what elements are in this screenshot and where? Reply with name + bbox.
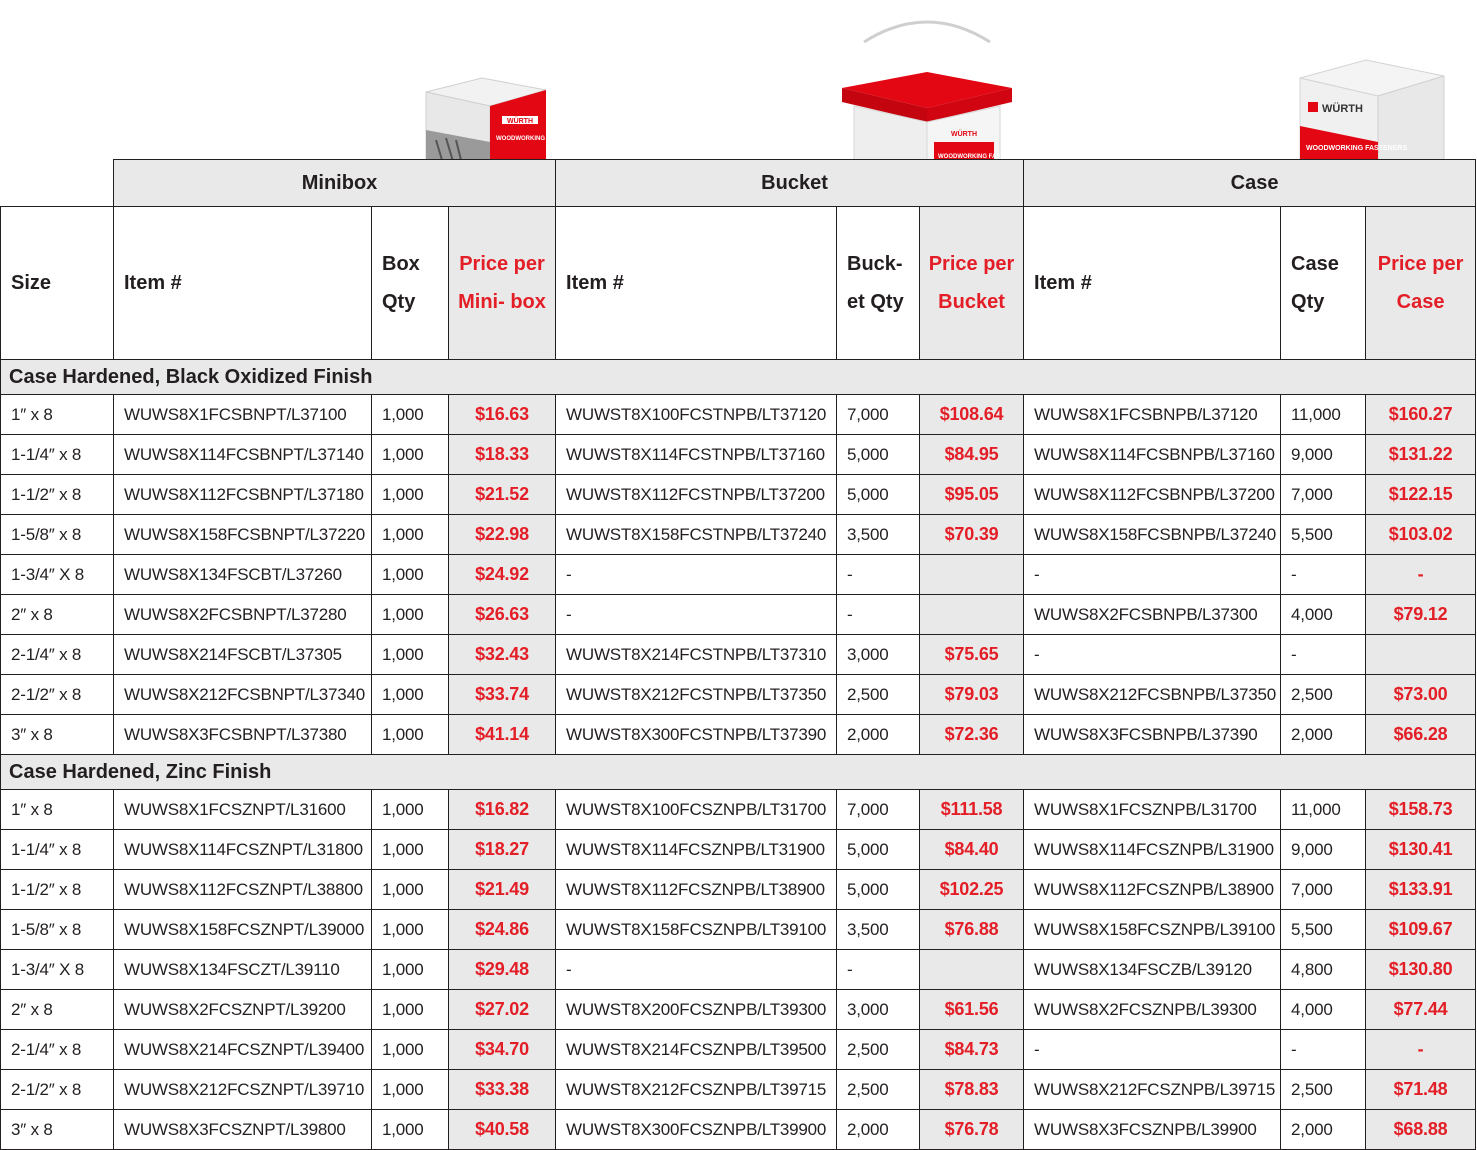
table-row xyxy=(1,635,1476,675)
minibox-label: WOODWORKING FASTENERS xyxy=(496,136,583,142)
cell-minibox-item: WUWS8X212FCSBNPT/L37340 xyxy=(114,675,372,715)
price-table xyxy=(0,159,1476,1150)
case-label: WOODWORKING FASTENERS xyxy=(1306,145,1408,152)
column-header-row xyxy=(1,207,1476,360)
table-row xyxy=(1,555,1476,595)
cell-price-minibox: $27.02 xyxy=(449,990,556,1030)
section-title: Case Hardened, Zinc Finish xyxy=(1,755,1476,790)
cell-price-case: $130.80 xyxy=(1366,950,1476,990)
cell-case-item: WUWS8X1FCSBNPB/L37120 xyxy=(1024,395,1281,435)
cell-price-minibox: $22.98 xyxy=(449,515,556,555)
cell-bucket-qty: 3,000 xyxy=(837,990,920,1030)
cell-bucket-qty: 2,000 xyxy=(837,715,920,755)
cell-size: 1-1/2″ x 8 xyxy=(1,475,114,515)
header-bucket-item: Item # xyxy=(556,207,837,360)
cell-minibox-item: WUWS8X3FCSBNPT/L37380 xyxy=(114,715,372,755)
cell-minibox-item: WUWS8X114FCSZNPT/L31800 xyxy=(114,830,372,870)
bucket-label: WOODWORKING FASTENERS xyxy=(938,154,1025,160)
cell-case-item: - xyxy=(1024,555,1281,595)
cell-price-case: - xyxy=(1366,1030,1476,1070)
cell-case-qty: 4,000 xyxy=(1281,990,1366,1030)
cell-bucket-qty: 3,000 xyxy=(837,635,920,675)
cell-price-case: $158.73 xyxy=(1366,790,1476,830)
cell-case-item: - xyxy=(1024,1030,1281,1070)
cell-price-bucket: $70.39 xyxy=(920,515,1024,555)
cell-minibox-item: WUWS8X2FCSBNPT/L37280 xyxy=(114,595,372,635)
cell-box-qty: 1,000 xyxy=(372,1070,449,1110)
cell-price-minibox: $32.43 xyxy=(449,635,556,675)
group-header-minibox: Minibox xyxy=(114,160,556,207)
cell-box-qty: 1,000 xyxy=(372,555,449,595)
cell-price-case: $160.27 xyxy=(1366,395,1476,435)
cell-size: 3″ x 8 xyxy=(1,1110,114,1150)
cell-price-minibox: $24.92 xyxy=(449,555,556,595)
header-price-case: Price per Case xyxy=(1366,207,1476,360)
cell-price-bucket xyxy=(920,950,1024,990)
cell-bucket-qty: 5,000 xyxy=(837,475,920,515)
cell-size: 3″ x 8 xyxy=(1,715,114,755)
cell-box-qty: 1,000 xyxy=(372,830,449,870)
table-row xyxy=(1,870,1476,910)
cell-price-minibox: $21.49 xyxy=(449,870,556,910)
table-row xyxy=(1,830,1476,870)
cell-case-item: WUWS8X212FCSBNPB/L37350 xyxy=(1024,675,1281,715)
cell-price-bucket xyxy=(920,595,1024,635)
group-header-blank xyxy=(1,160,114,207)
cell-price-minibox: $34.70 xyxy=(449,1030,556,1070)
cell-price-case: $79.12 xyxy=(1366,595,1476,635)
cell-price-case: $130.41 xyxy=(1366,830,1476,870)
cell-case-qty: 2,500 xyxy=(1281,675,1366,715)
cell-minibox-item: WUWS8X1FCSBNPT/L37100 xyxy=(114,395,372,435)
cell-box-qty: 1,000 xyxy=(372,1110,449,1150)
cell-price-bucket: $76.78 xyxy=(920,1110,1024,1150)
cell-price-minibox: $16.63 xyxy=(449,395,556,435)
cell-bucket-item: WUWST8X212FCSZNPB/LT39715 xyxy=(556,1070,837,1110)
cell-size: 1-5/8″ x 8 xyxy=(1,910,114,950)
cell-bucket-qty: - xyxy=(837,595,920,635)
cell-case-item: WUWS8X212FCSZNPB/L39715 xyxy=(1024,1070,1281,1110)
cell-bucket-item: - xyxy=(556,595,837,635)
cell-bucket-item: WUWST8X214FCSTNPB/LT37310 xyxy=(556,635,837,675)
cell-bucket-qty: 3,500 xyxy=(837,515,920,555)
cell-case-qty: 4,000 xyxy=(1281,595,1366,635)
table-row xyxy=(1,910,1476,950)
cell-size: 2-1/2″ x 8 xyxy=(1,1070,114,1110)
cell-size: 2-1/4″ x 8 xyxy=(1,635,114,675)
cell-price-minibox: $40.58 xyxy=(449,1110,556,1150)
section-title: Case Hardened, Black Oxidized Finish xyxy=(1,360,1476,395)
cell-price-minibox: $16.82 xyxy=(449,790,556,830)
table-row xyxy=(1,1030,1476,1070)
cell-price-bucket: $84.73 xyxy=(920,1030,1024,1070)
cell-case-qty: 2,500 xyxy=(1281,1070,1366,1110)
table-row xyxy=(1,1070,1476,1110)
cell-bucket-item: WUWST8X300FCSTNPB/LT37390 xyxy=(556,715,837,755)
table-row xyxy=(1,990,1476,1030)
table-row xyxy=(1,950,1476,990)
table-row xyxy=(1,395,1476,435)
header-price-minibox: Price per Mini- box xyxy=(449,207,556,360)
header-case-item: Item # xyxy=(1024,207,1281,360)
cell-size: 1-5/8″ x 8 xyxy=(1,515,114,555)
cell-bucket-item: WUWST8X114FCSTNPB/LT37160 xyxy=(556,435,837,475)
cell-case-qty: 11,000 xyxy=(1281,790,1366,830)
table-row xyxy=(1,675,1476,715)
cell-case-item: WUWS8X112FCSZNPB/L38900 xyxy=(1024,870,1281,910)
cell-price-bucket: $84.40 xyxy=(920,830,1024,870)
cell-case-item: - xyxy=(1024,635,1281,675)
cell-price-case: $73.00 xyxy=(1366,675,1476,715)
cell-bucket-item: WUWST8X112FCSZNPB/LT38900 xyxy=(556,870,837,910)
cell-price-minibox: $18.33 xyxy=(449,435,556,475)
group-header-case: Case xyxy=(1024,160,1476,207)
cell-price-case xyxy=(1366,635,1476,675)
cell-minibox-item: WUWS8X134FSCZT/L39110 xyxy=(114,950,372,990)
cell-bucket-item: WUWST8X112FCSTNPB/LT37200 xyxy=(556,475,837,515)
cell-size: 2″ x 8 xyxy=(1,990,114,1030)
cell-box-qty: 1,000 xyxy=(372,990,449,1030)
cell-minibox-item: WUWS8X134FSCBT/L37260 xyxy=(114,555,372,595)
cell-minibox-item: WUWS8X214FSCBT/L37305 xyxy=(114,635,372,675)
cell-box-qty: 1,000 xyxy=(372,395,449,435)
cell-bucket-item: WUWST8X214FCSZNPB/LT39500 xyxy=(556,1030,837,1070)
cell-bucket-item: WUWST8X100FCSZNPB/LT31700 xyxy=(556,790,837,830)
cell-minibox-item: WUWS8X3FCSZNPT/L39800 xyxy=(114,1110,372,1150)
cell-size: 2″ x 8 xyxy=(1,595,114,635)
table-row xyxy=(1,475,1476,515)
cell-bucket-item: WUWST8X300FCSZNPB/LT39900 xyxy=(556,1110,837,1150)
cell-price-minibox: $41.14 xyxy=(449,715,556,755)
section-header-row xyxy=(1,360,1476,395)
cell-case-qty: - xyxy=(1281,635,1366,675)
cell-price-minibox: $24.86 xyxy=(449,910,556,950)
cell-price-case: $103.02 xyxy=(1366,515,1476,555)
cell-price-case: - xyxy=(1366,555,1476,595)
cell-case-qty: 9,000 xyxy=(1281,435,1366,475)
cell-bucket-item: WUWST8X100FCSTNPB/LT37120 xyxy=(556,395,837,435)
cell-price-bucket: $79.03 xyxy=(920,675,1024,715)
cell-case-item: WUWS8X114FCSBNPB/L37160 xyxy=(1024,435,1281,475)
cell-price-minibox: $29.48 xyxy=(449,950,556,990)
cell-price-minibox: $33.38 xyxy=(449,1070,556,1110)
cell-case-qty: 5,500 xyxy=(1281,910,1366,950)
cell-price-minibox: $26.63 xyxy=(449,595,556,635)
cell-price-bucket: $72.36 xyxy=(920,715,1024,755)
cell-bucket-item: WUWST8X212FCSTNPB/LT37350 xyxy=(556,675,837,715)
table-row xyxy=(1,595,1476,635)
group-header-row xyxy=(1,160,1476,207)
cell-minibox-item: WUWS8X158FCSBNPT/L37220 xyxy=(114,515,372,555)
cell-case-item: WUWS8X1FCSZNPB/L31700 xyxy=(1024,790,1281,830)
table-row xyxy=(1,715,1476,755)
cell-case-item: WUWS8X2FCSBNPB/L37300 xyxy=(1024,595,1281,635)
cell-bucket-qty: 2,000 xyxy=(837,1110,920,1150)
cell-bucket-qty: 7,000 xyxy=(837,790,920,830)
cell-price-bucket: $61.56 xyxy=(920,990,1024,1030)
cell-price-case: $133.91 xyxy=(1366,870,1476,910)
bucket-brand-logo: WÜRTH xyxy=(950,131,978,138)
cell-price-bucket: $102.25 xyxy=(920,870,1024,910)
cell-case-item: WUWS8X134FSCZB/L39120 xyxy=(1024,950,1281,990)
cell-case-qty: 9,000 xyxy=(1281,830,1366,870)
cell-price-minibox: $21.52 xyxy=(449,475,556,515)
section-header-row xyxy=(1,755,1476,790)
cell-size: 1″ x 8 xyxy=(1,790,114,830)
table-row xyxy=(1,515,1476,555)
cell-size: 2-1/2″ x 8 xyxy=(1,675,114,715)
cell-bucket-item: - xyxy=(556,555,837,595)
header-price-bucket: Price per Bucket xyxy=(920,207,1024,360)
cell-case-item: WUWS8X158FCSBNPB/L37240 xyxy=(1024,515,1281,555)
cell-price-case: $71.48 xyxy=(1366,1070,1476,1110)
cell-box-qty: 1,000 xyxy=(372,950,449,990)
cell-bucket-qty: 3,500 xyxy=(837,910,920,950)
cell-price-bucket: $84.95 xyxy=(920,435,1024,475)
cell-price-bucket: $111.58 xyxy=(920,790,1024,830)
cell-case-qty: 7,000 xyxy=(1281,475,1366,515)
cell-price-minibox: $18.27 xyxy=(449,830,556,870)
cell-minibox-item: WUWS8X212FCSZNPT/L39710 xyxy=(114,1070,372,1110)
cell-price-bucket: $95.05 xyxy=(920,475,1024,515)
cell-bucket-item: WUWST8X158FCSTNPB/LT37240 xyxy=(556,515,837,555)
cell-price-case: $68.88 xyxy=(1366,1110,1476,1150)
cell-bucket-qty: 7,000 xyxy=(837,395,920,435)
table-row xyxy=(1,1110,1476,1150)
cell-case-item: WUWS8X112FCSBNPB/L37200 xyxy=(1024,475,1281,515)
header-size: Size xyxy=(1,207,114,360)
cell-case-qty: 11,000 xyxy=(1281,395,1366,435)
cell-case-qty: - xyxy=(1281,555,1366,595)
minibox-brand-logo: WÜRTH xyxy=(506,118,534,125)
cell-case-item: WUWS8X114FCSZNPB/L31900 xyxy=(1024,830,1281,870)
cell-bucket-qty: - xyxy=(837,950,920,990)
cell-price-case: $122.15 xyxy=(1366,475,1476,515)
cell-size: 1-1/4″ x 8 xyxy=(1,435,114,475)
cell-bucket-qty: - xyxy=(837,555,920,595)
cell-price-case: $77.44 xyxy=(1366,990,1476,1030)
cell-box-qty: 1,000 xyxy=(372,1030,449,1070)
cell-box-qty: 1,000 xyxy=(372,635,449,675)
cell-box-qty: 1,000 xyxy=(372,715,449,755)
cell-case-item: WUWS8X158FCSZNPB/L39100 xyxy=(1024,910,1281,950)
cell-case-item: WUWS8X2FCSZNPB/L39300 xyxy=(1024,990,1281,1030)
cell-box-qty: 1,000 xyxy=(372,910,449,950)
cell-size: 1-1/4″ x 8 xyxy=(1,830,114,870)
header-minibox-item: Item # xyxy=(114,207,372,360)
cell-bucket-qty: 2,500 xyxy=(837,1030,920,1070)
cell-price-case: $66.28 xyxy=(1366,715,1476,755)
cell-minibox-item: WUWS8X112FCSBNPT/L37180 xyxy=(114,475,372,515)
case-brand-logo: WÜRTH xyxy=(1322,103,1363,115)
cell-size: 1-1/2″ x 8 xyxy=(1,870,114,910)
cell-box-qty: 1,000 xyxy=(372,435,449,475)
cell-case-item: WUWS8X3FCSBNPB/L37390 xyxy=(1024,715,1281,755)
cell-box-qty: 1,000 xyxy=(372,595,449,635)
cell-minibox-item: WUWS8X158FCSZNPT/L39000 xyxy=(114,910,372,950)
cell-price-bucket: $75.65 xyxy=(920,635,1024,675)
cell-box-qty: 1,000 xyxy=(372,475,449,515)
header-case-qty: Case Qty xyxy=(1281,207,1366,360)
cell-bucket-item: WUWST8X158FCSZNPB/LT39100 xyxy=(556,910,837,950)
cell-bucket-qty: 2,500 xyxy=(837,1070,920,1110)
cell-case-qty: 2,000 xyxy=(1281,715,1366,755)
cell-price-case: $109.67 xyxy=(1366,910,1476,950)
cell-price-case: $131.22 xyxy=(1366,435,1476,475)
cell-bucket-item: - xyxy=(556,950,837,990)
cell-bucket-qty: 5,000 xyxy=(837,830,920,870)
cell-minibox-item: WUWS8X114FCSBNPT/L37140 xyxy=(114,435,372,475)
cell-case-qty: - xyxy=(1281,1030,1366,1070)
cell-minibox-item: WUWS8X1FCSZNPT/L31600 xyxy=(114,790,372,830)
cell-case-item: WUWS8X3FCSZNPB/L39900 xyxy=(1024,1110,1281,1150)
cell-case-qty: 4,800 xyxy=(1281,950,1366,990)
cell-box-qty: 1,000 xyxy=(372,790,449,830)
group-header-bucket: Bucket xyxy=(556,160,1024,207)
cell-case-qty: 7,000 xyxy=(1281,870,1366,910)
table-row xyxy=(1,790,1476,830)
cell-box-qty: 1,000 xyxy=(372,515,449,555)
cell-size: 2-1/4″ x 8 xyxy=(1,1030,114,1070)
cell-size: 1″ x 8 xyxy=(1,395,114,435)
cell-price-minibox: $33.74 xyxy=(449,675,556,715)
header-bucket-qty: Buck- et Qty xyxy=(837,207,920,360)
cell-bucket-qty: 5,000 xyxy=(837,435,920,475)
cell-bucket-qty: 2,500 xyxy=(837,675,920,715)
cell-minibox-item: WUWS8X112FCSZNPT/L38800 xyxy=(114,870,372,910)
cell-minibox-item: WUWS8X214FCSZNPT/L39400 xyxy=(114,1030,372,1070)
cell-case-qty: 5,500 xyxy=(1281,515,1366,555)
cell-size: 1-3/4″ X 8 xyxy=(1,555,114,595)
cell-bucket-item: WUWST8X114FCSZNPB/LT31900 xyxy=(556,830,837,870)
cell-price-bucket xyxy=(920,555,1024,595)
cell-price-bucket: $78.83 xyxy=(920,1070,1024,1110)
cell-box-qty: 1,000 xyxy=(372,675,449,715)
header-box-qty: Box Qty xyxy=(372,207,449,360)
cell-minibox-item: WUWS8X2FCSZNPT/L39200 xyxy=(114,990,372,1030)
cell-bucket-item: WUWST8X200FCSZNPB/LT39300 xyxy=(556,990,837,1030)
cell-price-bucket: $76.88 xyxy=(920,910,1024,950)
cell-size: 1-3/4″ X 8 xyxy=(1,950,114,990)
cell-bucket-qty: 5,000 xyxy=(837,870,920,910)
cell-case-qty: 2,000 xyxy=(1281,1110,1366,1150)
cell-box-qty: 1,000 xyxy=(372,870,449,910)
table-row xyxy=(1,435,1476,475)
cell-price-bucket: $108.64 xyxy=(920,395,1024,435)
